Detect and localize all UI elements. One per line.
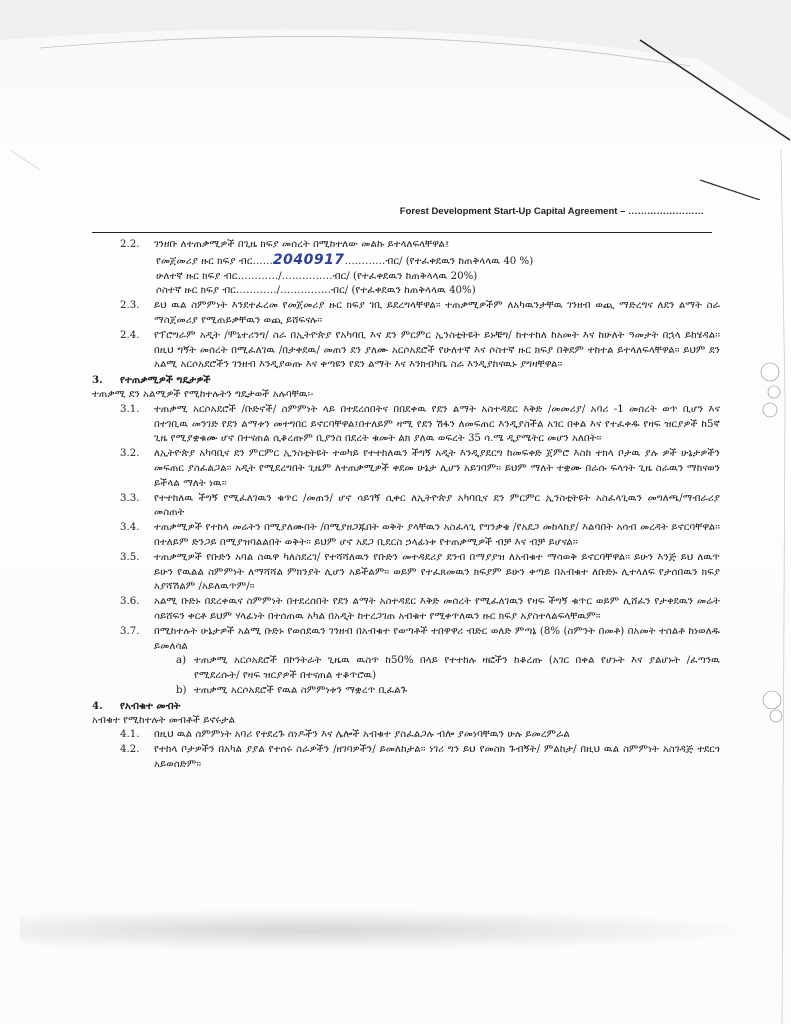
clause-3-7: 3.7. በሚከተሉት ሁኔታዎች አልሚ ቡድኑ የወሰደዉን ገንዘብ በአብቁተ የወጣቶች ተበዋዋሪ ብድር ወለድ ምጣኔ (8% (ስምንት በመቶ) በአመት ተሰልቶ ከነወለዱ ይመለሳል	[120, 625, 720, 652]
clause-3-7-a: a) ተጠቃሚ አርሶአደሮች በኮንትራት ጊዜዉ ዉስጥ ከ50% በላይ የተተከሉ ዛፎችን ከቆረጡ (አገር በቀል የሆኑት እና ያልሆኑት /ፈጣንዉ የሚደረሱት/ የዛፍ ዝርያዎች በተናጠል ተቆጥሮዉ)	[176, 655, 720, 682]
agreement-title: Forest Development Start-Up Capital Agreement – ……………………	[399, 206, 704, 217]
clause-3-2: 3.2. ለኢትዮጵያ አካባቢና ደን ምርምር ኢንስቲትዩት ተወካይ የተተከለዉን ችግኝ አዲት እንዲያደርግ ከመፍቀድ ጀምሮ እስከ ተክላ ቦታዉ ያሉ ዎች ሁኔታዎችን መፍጠር ያስፈልጋል፡፡ አዲት የሚደረግበት ጊዜም ለተጠቃሚዎች ቀደመ ሁኔታ ሊሆን አይገባም፡፡ ይህም ማለት ተቋሙ በራሱ ፍላጎት ጊዜ ስራዉን ማከናወን ይችላል ማለት ነዉ፡፡	[120, 448, 720, 489]
right-edge-tear	[781, 150, 785, 1024]
clause-3-7-b: b) ተጠቃሚ አርሶአደሮች የዉል ስምምነቱን ማቋረጥ ቢፈልጉ	[176, 684, 408, 696]
section-3-heading: 3. የተጠቃሚዎች ግዴታዎች	[92, 374, 211, 387]
payment-line-1: የመጀመሪያ ዙር ክፍያ ብር……2040917…………ብር/ (የተፈቀደዉን ከጠቅላላዉ 40 %)	[156, 251, 534, 268]
clause-3-6: 3.6. አልሚ ቡድኑ በደረቀዉና ስምምነት በተደረሰበት የደን ልማት አስተዳደር እቅድ መሰረት የሚፈለገዉን የዛፍ ችግኝ ቁጥር ወይም ሊሸፈን የታቀደዉን መሬት ሳይሸፍን ቀርቶ ይህም ሃላፊነት በተሰጠዉ አካል በአዲት ከተረጋገጠ አብቁተ የሚቀጥለዉን ዙር ክፍያ አያስተላልፍላቸዉም፡፡	[120, 596, 720, 622]
clause-3-3: 3.3. የተተከለዉ ችግኝ የሚፈለገዉን ቁጥር /መጠን/ ሆኖ ሳይገኝ ሲቀር ለኢትዮጵያ አካባቢና ደን ምርምር ኢንስቲትዩት አስፈላጊዉን መግለጫ/ማብራሪያ መስጠት	[120, 492, 720, 519]
clause-3-4: 3.4. ተጠቃሚዎች የተከላ መሬትን በሚያለሙበት /በሚያዘጋጁበት ወቅት ያላቸዉን አስፈላጊ የግንቃቄ /የአደጋ መከላከያ/ እልባበት አሳብ መረዳት ይኖርባቸዋል፡፡ በተለይም ድንጋይ በሚያዝባልልበት ወቅት፡፡ ይህም ሆኖ አደጋ ቢደርስ ኃላፊነቱ የተጠቃሚዎች ብቻ እና ብቻ ይሆናል፡፡	[120, 522, 720, 548]
clause-3-5: 3.5. ተጠቃሚዎች የቡድን አባል ስዉዋ ካለስደረገ/ የተሻሻለዉን የቡድን መተዳደሪያ ደንብ በማያያዝ ለአብቁተ ማሳወቅ ይኖርባቸዋል፡፡ ይሁን እንጅ ይህ ለዉጥ ይሁን የዉልል ስምምነት ለማሻሻል ምክንያት ሊሆን አይችልም፡፡ ወይም የተፈጸመዉን ክፍያም ይሁን ቀጣይ በአብቁተ ለቡድኑ ሊተላለፍ የታሰበዉን ክፍያ አያሻሽልም /አይለዉጥም/፡፡	[120, 551, 720, 593]
section-3-intro: ተጠቃሚ ደን አልሚዎች የሚከተሉትን ግዴታወች አሉባቸዉ፡-	[92, 388, 314, 400]
payment-line-2: ሁለተኛ ዙር ክፍያ ብር…………/……………ብር/ (የተፈቀደዉን ከጠቅላላዉ 20%)	[156, 270, 478, 282]
clause-2-3: 2.3. ይህ ዉል ስምምነት እንደተፈረመ የመጀመሪያ ዙር ክፍያ ገቢ ይደረግላቸዋል፡፡ ተጠቃሚዎችም ለአካዉንታቸዉ ገንዘብ ወጪ ማድረግና ለደን ልማት ስራ ማስጀመሪያ የሚጠይቃቸዉን ወጪ ይሸፍናሉ፡፡	[120, 300, 720, 326]
clause-3-1: 3.1. ተጠቃሚ አርሶአደሮች /ቡድኖች/ ስምምነት ላይ በተደረሰበትና በበደቀዉ የደን ልማት አስተዳደር እቅድ /መመሪያ/ አባሪ -1 መሰረት ወጥ ቢሆን እና በተገቢዉ መንገድ የደን ልማቱን መተግበር ይኖርባቸዋል፤በተለይም ዛሚ የደን ሽፋን ለመፍጠር እንዲያስችል አገር በቀል እና የተፈቀዱ የዛፍ ዝርያዎች ከ5ኛ ጊዜ የሚያቋቁሙ ሆኖ በተናጠል ሲቆረጡም ቢያንስ በደረት ቁመት ልክ ያለዉ ወፍረት 35 ሳ.ሜ ዲያሜትር መሆን አለበት፡፡	[120, 403, 720, 445]
punch-hole-lower	[763, 691, 782, 722]
punch-hole-upper	[761, 363, 780, 417]
clause-2-4: 2.4. የፕሮግራም አዲት /ሞኒተሪንግ/ ስራ በኢትዮጵያ የአካባቢ እና ደን ምርምር ኢንስቲትዩት ይኑቹግ/ ከተተከለ ከአመት እና ከሁለት ዓመታት በኋላ ይከሄዳል፡፡ በዚህ ግኝት መሰረት በሚፈለገዉ /በታቀደዉ/ መጠን ደን ያለሙ አርሶአደሮች የሁለተኛ እና ሶስተኛ ዙር ክፍያ በቅደም ተከተል ይተላለፍላቸዋል፡፡ ይህም ደን አልሚ አርሶአደሮችን ገንዘብ እንዲያወጡ እና ቀጣዩን የደን ልማት እና እንክብካቤ ስራ እንዲያከናዉኑ ያግዛቸዋል፡፡	[120, 329, 720, 371]
section-4-intro: አብቁተ የሚከተሉት መብቶች ይኖሩታል	[92, 714, 236, 726]
clause-4-1: 4.1. በዚህ ዉል ስምምነት አባሪ የተደረጉ ሰነዶችን እና ሌሎች አብቁተ ያስፈልጋሉ ብሎ ያመነባቸዉን ሁሉ ይመረምራል	[120, 729, 570, 741]
clause-4-2: 4.2. የተከላ ቦታዎችን በአካል ያያል የተሰሩ ስራዎችን /ዘገባዎችን/ ይመለከታል፡፡ ነገሪ ግን ይህ የመስክ ጉብኝት/ ምልከታ/ በዚህ ዉል ስምምነት አስገዳጅ ተደርጎ አይወሰድም፡፡	[120, 744, 720, 770]
payment-line-3: ሶስተኛ ዙር ክፍያ ብር…………/……………ብር/ (የተፈቀደዉን ከጠቅላላዉ 40%)	[156, 285, 476, 297]
section-4-heading: 4. የአብቁተ መብት	[92, 699, 181, 712]
handwritten-amount: 2040917	[272, 251, 345, 268]
clause-2-2: 2.2. ገንዘቡ ለተጠቃሚዎች በጊዜ ክፍያ መሰረት በሚከተለው መልኩ ይተላለፍላቸዋል፤	[120, 239, 450, 250]
